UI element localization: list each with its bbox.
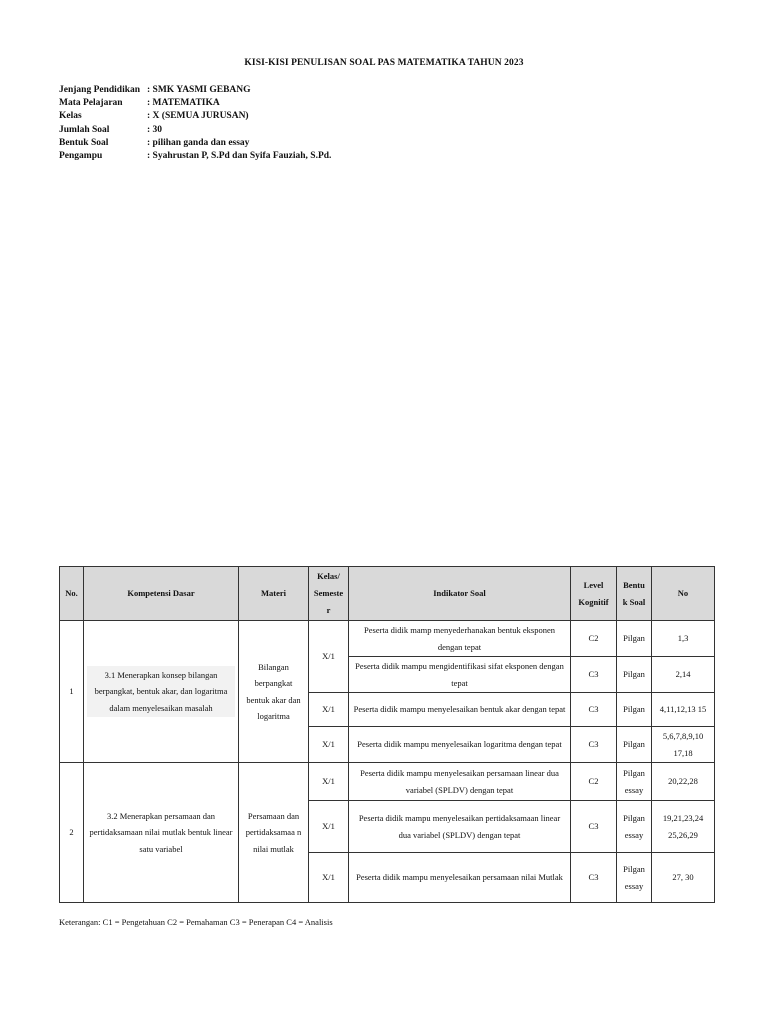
info-row xyxy=(59,84,331,97)
info-label: Kelas xyxy=(59,111,82,122)
info-value: : X (SEMUA JURUSAN) xyxy=(147,111,249,122)
header-materi: Materi xyxy=(239,567,309,621)
info-row xyxy=(59,150,331,163)
cell-indikator: Peserta didik mampu menyelesaikan persamaan linear dua variabel (SPLDV) dengan tepat xyxy=(349,763,571,801)
info-label: Bentuk Soal xyxy=(59,137,109,148)
info-value: : 30 xyxy=(147,124,163,135)
header-no: No. xyxy=(60,567,84,621)
info-row xyxy=(59,124,331,137)
cell-indikator: Peserta didik mampu menyelesaikan persamaan nilai Mutlak xyxy=(349,853,571,903)
cell-indikator: Peserta didik mampu menyelesaikan logaritma dengan tepat xyxy=(349,727,571,763)
cell-kelas: X/1 xyxy=(309,727,349,763)
cell-bentuk: Pilgan xyxy=(617,621,652,657)
cell-materi: Bilangan berpangkat bentuk akar dan logaritma xyxy=(239,621,309,763)
cell-nomor: 20,22,28 xyxy=(652,763,715,801)
info-row xyxy=(59,97,331,110)
cell-kelas: X/1 xyxy=(309,693,349,727)
header-level-kognitif: Level Kognitif xyxy=(571,567,617,621)
cell-indikator: Peserta didik mampu mengidentifikasi sifat eksponen dengan tepat xyxy=(349,657,571,693)
kd-text: 3.1 Menerapkan konsep bilangan berpangkat, bentuk akar, dan logaritma dalam menyelesaikan masalah xyxy=(87,666,235,718)
cell-bentuk: Pilgan xyxy=(617,727,652,763)
cell-level: C3 xyxy=(571,693,617,727)
cell-indikator: Peserta didik mampu menyelesaikan bentuk akar dengan tepat xyxy=(349,693,571,727)
info-value: : SMK YASMI GEBANG xyxy=(147,85,251,95)
cell-bentuk: Pilgan essay xyxy=(617,853,652,903)
cell-no: 2 xyxy=(60,763,84,903)
cell-nomor: 19,21,23,24 25,26,29 xyxy=(652,801,715,853)
cell-level: C2 xyxy=(571,763,617,801)
cell-kompetensi-dasar xyxy=(84,621,239,763)
cell-nomor: 2,14 xyxy=(652,657,715,693)
cell-kelas: X/1 xyxy=(309,763,349,801)
cell-no: 1 xyxy=(60,621,84,763)
cell-level: C3 xyxy=(571,801,617,853)
table-header-row xyxy=(60,567,715,621)
cell-indikator: Peserta didik mamp menyederhanakan bentuk eksponen dengan tepat xyxy=(349,621,571,657)
cell-nomor: 1,3 xyxy=(652,621,715,657)
keterangan-note: Keterangan: C1 = Pengetahuan C2 = Pemahaman C3 = Penerapan C4 = Analisis xyxy=(59,917,333,927)
header-indikator-soal: Indikator Soal xyxy=(349,567,571,621)
info-block xyxy=(59,84,331,163)
cell-level: C3 xyxy=(571,657,617,693)
cell-level: C2 xyxy=(571,621,617,657)
cell-bentuk: Pilgan xyxy=(617,693,652,727)
cell-bentuk: Pilgan essay xyxy=(617,763,652,801)
info-row xyxy=(59,137,331,150)
cell-bentuk: Pilgan essay xyxy=(617,801,652,853)
cell-level: C3 xyxy=(571,727,617,763)
cell-bentuk: Pilgan xyxy=(617,657,652,693)
cell-nomor: 4,11,12,13 15 xyxy=(652,693,715,727)
info-label: Jenjang Pendidikan xyxy=(59,85,141,95)
info-label: Jumlah Soal xyxy=(59,124,110,135)
header-kompetensi-dasar: Kompetensi Dasar xyxy=(84,567,239,621)
cell-indikator: Peserta didik mampu menyelesaikan pertidaksamaan linear dua variabel (SPLDV) dengan tepat xyxy=(349,801,571,853)
cell-kelas: X/1 xyxy=(309,801,349,853)
cell-nomor: 5,6,7,8,9,10 17,18 xyxy=(652,727,715,763)
info-label: Mata Pelajaran xyxy=(59,98,123,109)
info-value: : Syahrustan P, S.Pd dan Syifa Fauziah, S.Pd. xyxy=(147,150,332,161)
table-row xyxy=(60,763,715,801)
table-row xyxy=(60,621,715,657)
info-label: Pengampu xyxy=(59,150,103,161)
document-title: KISI-KISI PENULISAN SOAL PAS MATEMATIKA TAHUN 2023 xyxy=(244,58,524,68)
cell-nomor: 27, 30 xyxy=(652,853,715,903)
cell-kelas: X/1 xyxy=(309,621,349,693)
header-nomor: No xyxy=(652,567,715,621)
kisi-kisi-table xyxy=(59,566,715,903)
cell-kelas: X/1 xyxy=(309,853,349,903)
info-value: : MATEMATIKA xyxy=(147,98,220,109)
cell-level: C3 xyxy=(571,853,617,903)
info-row xyxy=(59,110,331,123)
cell-materi: Persamaan dan pertidaksamaa n nilai mutlak xyxy=(239,763,309,903)
header-kelas-semester: Kelas/ Semeste r xyxy=(309,567,349,621)
header-bentuk-soal: Bentu k Soal xyxy=(617,567,652,621)
info-value: : pilihan ganda dan essay xyxy=(147,137,250,148)
cell-kompetensi-dasar: 3.2 Menerapkan persamaan dan pertidaksamaan nilai mutlak bentuk linear satu variabel xyxy=(84,763,239,903)
